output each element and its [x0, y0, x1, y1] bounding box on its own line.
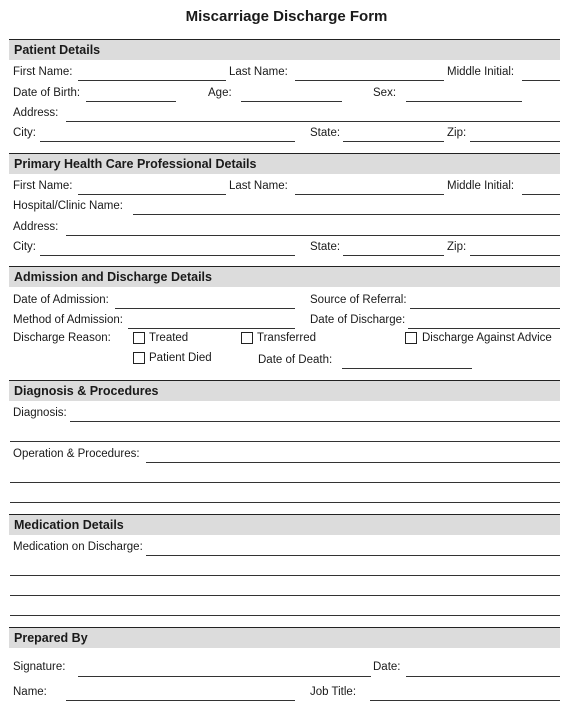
- section-title: Medication Details: [14, 518, 124, 532]
- operation-field-line[interactable]: [10, 502, 560, 503]
- section-header-medication: [9, 515, 560, 535]
- section-header-diagnosis: [9, 381, 560, 401]
- diagnosis-field[interactable]: [70, 421, 560, 422]
- admission-date-label: Date of Admission:: [13, 294, 109, 306]
- diagnosis-field-line[interactable]: [10, 441, 560, 442]
- medication-field-line[interactable]: [10, 595, 560, 596]
- patient-middle-initial-label: Middle Initial:: [447, 66, 515, 78]
- section-header-patient: [9, 40, 560, 60]
- physician-city-field[interactable]: [40, 255, 295, 256]
- referral-source-label: Source of Referral:: [310, 294, 407, 306]
- physician-zip-label: Zip:: [447, 241, 467, 253]
- physician-first-name-field[interactable]: [78, 194, 226, 195]
- patient-died-checkbox[interactable]: [133, 352, 145, 364]
- treated-checkbox[interactable]: [133, 332, 145, 344]
- medication-field[interactable]: [146, 555, 560, 556]
- against-advice-option-label: Discharge Against Advice: [422, 332, 552, 344]
- medication-field-line[interactable]: [10, 575, 560, 576]
- physician-middle-initial-label: Middle Initial:: [447, 180, 515, 192]
- section-title: Patient Details: [14, 43, 101, 57]
- medication-field-line[interactable]: [10, 615, 560, 616]
- physician-address-label: Address:: [13, 221, 59, 233]
- discharge-reason-label: Discharge Reason:: [13, 332, 111, 344]
- patient-sex-field[interactable]: [406, 101, 522, 102]
- physician-state-field[interactable]: [343, 255, 444, 256]
- medication-label: Medication on Discharge:: [13, 541, 143, 553]
- form-title: Miscarriage Discharge Form: [185, 8, 388, 25]
- referral-source-field[interactable]: [410, 308, 560, 309]
- patient-age-field[interactable]: [241, 101, 342, 102]
- section-title: Admission and Discharge Details: [14, 270, 212, 284]
- operation-label: Operation & Procedures:: [13, 448, 140, 460]
- signature-label: Signature:: [13, 661, 66, 673]
- patient-age-label: Age:: [208, 87, 232, 99]
- section-header-prepared: [9, 628, 560, 648]
- patient-address-field[interactable]: [66, 121, 560, 122]
- section-header-admission: [9, 267, 560, 287]
- prepared-date-field[interactable]: [406, 676, 560, 677]
- patient-dob-field[interactable]: [86, 101, 176, 102]
- hospital-name-label: Hospital/Clinic Name:: [13, 200, 123, 212]
- operation-field[interactable]: [146, 462, 560, 463]
- death-date-field[interactable]: [342, 368, 472, 369]
- job-title-label: Job Title:: [310, 686, 357, 698]
- patient-last-name-field[interactable]: [295, 80, 444, 81]
- transferred-checkbox[interactable]: [241, 332, 253, 344]
- physician-last-name-label: Last Name:: [229, 180, 288, 192]
- physician-zip-field[interactable]: [470, 255, 560, 256]
- admission-method-label: Method of Admission:: [13, 314, 123, 326]
- patient-address-label: Address:: [13, 107, 59, 119]
- admission-date-field[interactable]: [115, 308, 295, 309]
- physician-state-label: State:: [310, 241, 341, 253]
- discharge-date-field[interactable]: [408, 328, 560, 329]
- operation-field-line[interactable]: [10, 482, 560, 483]
- physician-middle-initial-field[interactable]: [522, 194, 560, 195]
- admission-method-field[interactable]: [128, 328, 295, 329]
- patient-sex-label: Sex:: [373, 87, 397, 99]
- section-title: Prepared By: [14, 631, 88, 645]
- patient-last-name-label: Last Name:: [229, 66, 288, 78]
- patient-first-name-label: First Name:: [13, 66, 73, 78]
- signature-field[interactable]: [78, 676, 371, 677]
- patient-city-label: City:: [13, 127, 36, 139]
- job-title-field[interactable]: [370, 700, 560, 701]
- patient-died-option-label: Patient Died: [149, 352, 212, 364]
- physician-address-field[interactable]: [66, 235, 560, 236]
- physician-last-name-field[interactable]: [295, 194, 444, 195]
- treated-option-label: Treated: [149, 332, 189, 344]
- patient-dob-label: Date of Birth:: [13, 87, 81, 99]
- prepared-date-label: Date:: [373, 661, 401, 673]
- section-title: Diagnosis & Procedures: [14, 384, 159, 398]
- prepared-name-field[interactable]: [66, 700, 295, 701]
- section-header-physician: [9, 154, 560, 174]
- patient-zip-field[interactable]: [470, 141, 560, 142]
- patient-middle-initial-field[interactable]: [522, 80, 560, 81]
- patient-first-name-field[interactable]: [78, 80, 226, 81]
- diagnosis-label: Diagnosis:: [13, 407, 67, 419]
- physician-first-name-label: First Name:: [13, 180, 73, 192]
- section-title: Primary Health Care Professional Details: [14, 157, 257, 171]
- patient-zip-label: Zip:: [447, 127, 467, 139]
- hospital-name-field[interactable]: [133, 214, 560, 215]
- physician-city-label: City:: [13, 241, 36, 253]
- prepared-name-label: Name:: [13, 686, 47, 698]
- patient-state-label: State:: [310, 127, 341, 139]
- transferred-option-label: Transferred: [257, 332, 317, 344]
- against-advice-checkbox[interactable]: [405, 332, 417, 344]
- death-date-label: Date of Death:: [258, 354, 333, 366]
- discharge-date-label: Date of Discharge:: [310, 314, 406, 326]
- patient-city-field[interactable]: [40, 141, 295, 142]
- patient-state-field[interactable]: [343, 141, 444, 142]
